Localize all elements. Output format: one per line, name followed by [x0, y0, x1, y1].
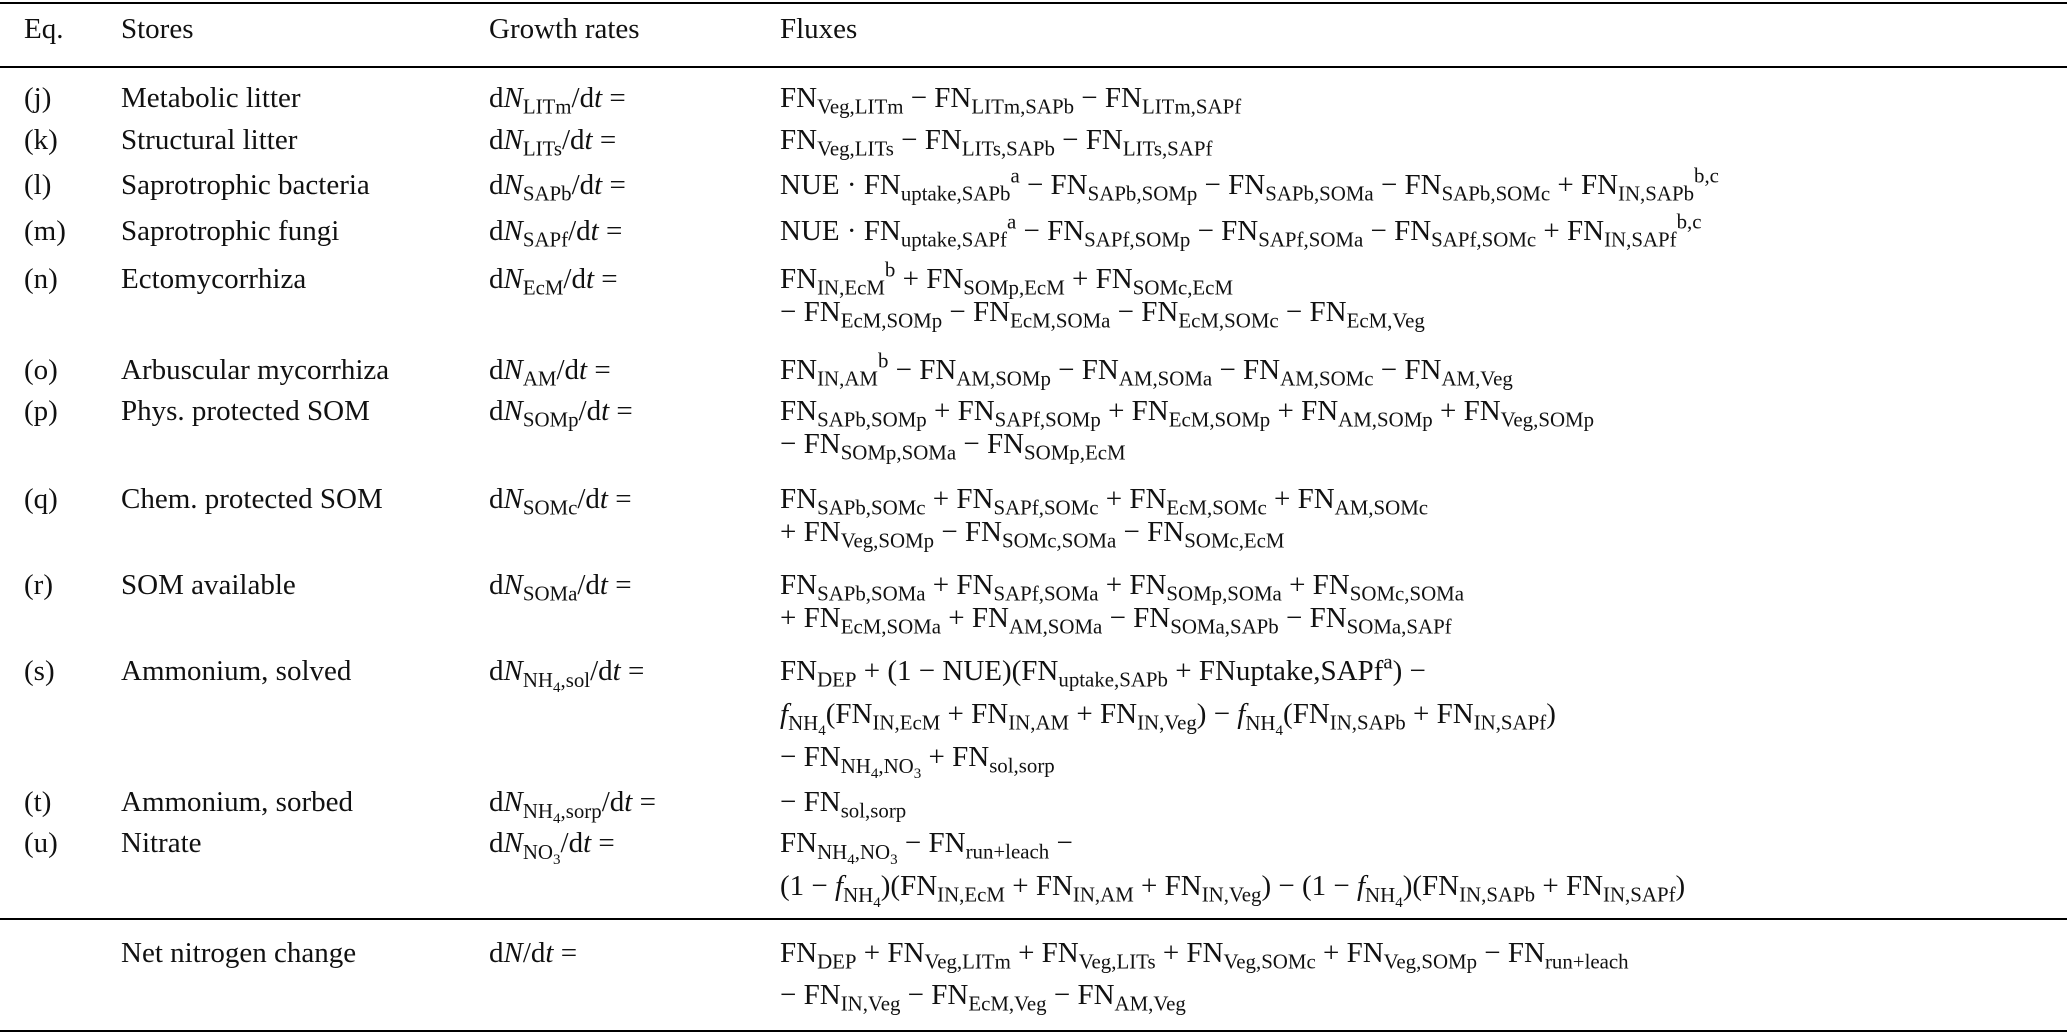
store-name: Ectomycorrhiza [121, 263, 307, 295]
growth-rate: $dN_{LITm}/dt$ = [489, 82, 626, 119]
eq-label: (n) [24, 263, 58, 295]
header-growth-rates: Growth rates [489, 13, 640, 45]
store-name: Chem. protected SOM [121, 483, 383, 515]
growth-rate: $dN_{NH_4,sol}/dt$ = [489, 655, 645, 696]
table-bottom-rule [0, 1030, 2067, 1032]
growth-rate: $dN_{SOMa}/dt$ = [489, 569, 632, 606]
growth-rate: $dN_{AM}/dt$ = [489, 354, 611, 391]
header-fluxes: Fluxes [780, 13, 858, 45]
eq-label: (q) [24, 483, 58, 515]
eq-label: (m) [24, 215, 66, 247]
net-flux-expression: $FN_{DEP} + FN_{Veg,LITm} + FN_{Veg,LITs} + FN_{Veg,SOMc} + FN_{Veg,SOMp} - FN_{run+leach}$ − $FN_{IN,Veg} - FN_{EcM,Veg} - FN_{AM,Veg}$ [780, 937, 1629, 1016]
flux-expression: NUE · $FN_{uptake,SAPb}^a - FN_{SAPb,SOMp} - FN_{SAPb,SOMa} - FN_{SAPb,SOMc} + FN_{IN,SAPb}^{b,c}$ [780, 163, 1719, 206]
table-net-separator-rule [0, 918, 2067, 920]
eq-label: (r) [24, 569, 53, 601]
flux-expression: NUE · $FN_{uptake,SAPf}^a - FN_{SAPf,SOMp} - FN_{SAPf,SOMa} - FN_{SAPf,SOMc} + FN_{IN,SAPf}^{b,c}$ [780, 209, 1702, 252]
growth-rate: $dN_{SOMc}/dt$ = [489, 483, 632, 520]
flux-expression: $FN_{SAPb,SOMa} + FN_{SAPf,SOMa} + FN_{SOMp,SOMa} + FN_{SOMc,SOMa}$ + $FN_{EcM,SOMa} + FN_{AM,SOMa} - FN_{SOMa,SAPb} - FN_{SOMa,SAPf}$ [780, 569, 1465, 639]
growth-rate: $dN_{NO_3}/dt$ = [489, 827, 615, 868]
eq-label: (u) [24, 827, 58, 859]
table-header-rule [0, 66, 2067, 68]
growth-rate: $dN_{EcM}/dt$ = [489, 263, 618, 300]
store-name: Nitrate [121, 827, 202, 859]
flux-expression: $FN_{IN,AM}^b - FN_{AM,SOMp} - FN_{AM,SOMa} - FN_{AM,SOMc} - FN_{AM,Veg}$ [780, 348, 1513, 391]
net-store-name: Net nitrogen change [121, 937, 357, 969]
flux-expression: $FN_{DEP} + (1 - NUE)(FN_{uptake,SAPb}$ + FNuptake,SAPf$^a$) − $f_{NH_4}(FN_{IN,EcM} + FN_{IN,AM} + FN_{IN,Veg}) - f_{NH_4}(FN_{IN,SAPb} + FN_{IN,SAPf})$ − $FN_{NH_4,NO_3} + FN_{sol,sorp}$ [780, 649, 1556, 782]
growth-rate: $dN_{SOMp}/dt$ = [489, 395, 633, 432]
eq-label: (p) [24, 395, 58, 427]
flux-expression: $FN_{SAPb,SOMp} + FN_{SAPf,SOMp} + FN_{EcM,SOMp} + FN_{AM,SOMp} + FN_{Veg,SOMp}$ − $FN_{SOMp,SOMa} - FN_{SOMp,EcM}$ [780, 395, 1595, 465]
growth-rate: $dN_{NH_4,sorp}/dt$ = [489, 786, 656, 827]
flux-expression: $FN_{IN,EcM}^b + FN_{SOMp,EcM} + FN_{SOMc,EcM}$ − $FN_{EcM,SOMp} - FN_{EcM,SOMa} - FN_{EcM,SOMc} - FN_{EcM,Veg}$ [780, 257, 1425, 333]
eq-label: (s) [24, 655, 55, 687]
table-top-rule [0, 2, 2067, 4]
header-stores: Stores [121, 13, 194, 45]
eq-label: (j) [24, 82, 52, 114]
store-name: Ammonium, sorbed [121, 786, 353, 818]
store-name: Structural litter [121, 124, 298, 156]
store-name: Metabolic litter [121, 82, 301, 114]
store-name: Ammonium, solved [121, 655, 352, 687]
growth-rate: $dN_{LITs}/dt$ = [489, 124, 617, 161]
store-name: Saprotrophic fungi [121, 215, 340, 247]
growth-rate: $dN_{SAPb}/dt$ = [489, 169, 626, 206]
store-name: Arbuscular mycorrhiza [121, 354, 390, 386]
flux-expression: $FN_{NH_4,NO_3} - FN_{run+leach}$ − $(1 - f_{NH_4})(FN_{IN,EcM} + FN_{IN,AM} + FN_{IN,Veg}) - (1 - f_{NH_4})(FN_{IN,SAPb} + FN_{IN,SAPf})$ [780, 827, 1686, 911]
flux-expression: $FN_{Veg,LITm} - FN_{LITm,SAPb} - FN_{LITm,SAPf}$ [780, 82, 1242, 119]
eq-label: (t) [24, 786, 52, 818]
growth-rate: $dN_{SAPf}/dt$ = [489, 215, 623, 252]
header-eq: Eq. [24, 13, 64, 45]
store-name: Saprotrophic bacteria [121, 169, 370, 201]
flux-expression: $FN_{SAPb,SOMc} + FN_{SAPf,SOMc} + FN_{EcM,SOMc} + FN_{AM,SOMc}$ + $FN_{Veg,SOMp} - FN_{SOMc,SOMa} - FN_{SOMc,EcM}$ [780, 483, 1429, 553]
eq-label: (k) [24, 124, 58, 156]
flux-expression: − $FN_{sol,sorp}$ [780, 786, 907, 823]
net-growth-rate: dN/dt = [489, 937, 578, 969]
store-name: SOM available [121, 569, 296, 601]
eq-label: (o) [24, 354, 58, 386]
store-name: Phys. protected SOM [121, 395, 370, 427]
flux-expression: $FN_{Veg,LITs} - FN_{LITs,SAPb} - FN_{LITs,SAPf}$ [780, 124, 1213, 161]
eq-label: (l) [24, 169, 52, 201]
